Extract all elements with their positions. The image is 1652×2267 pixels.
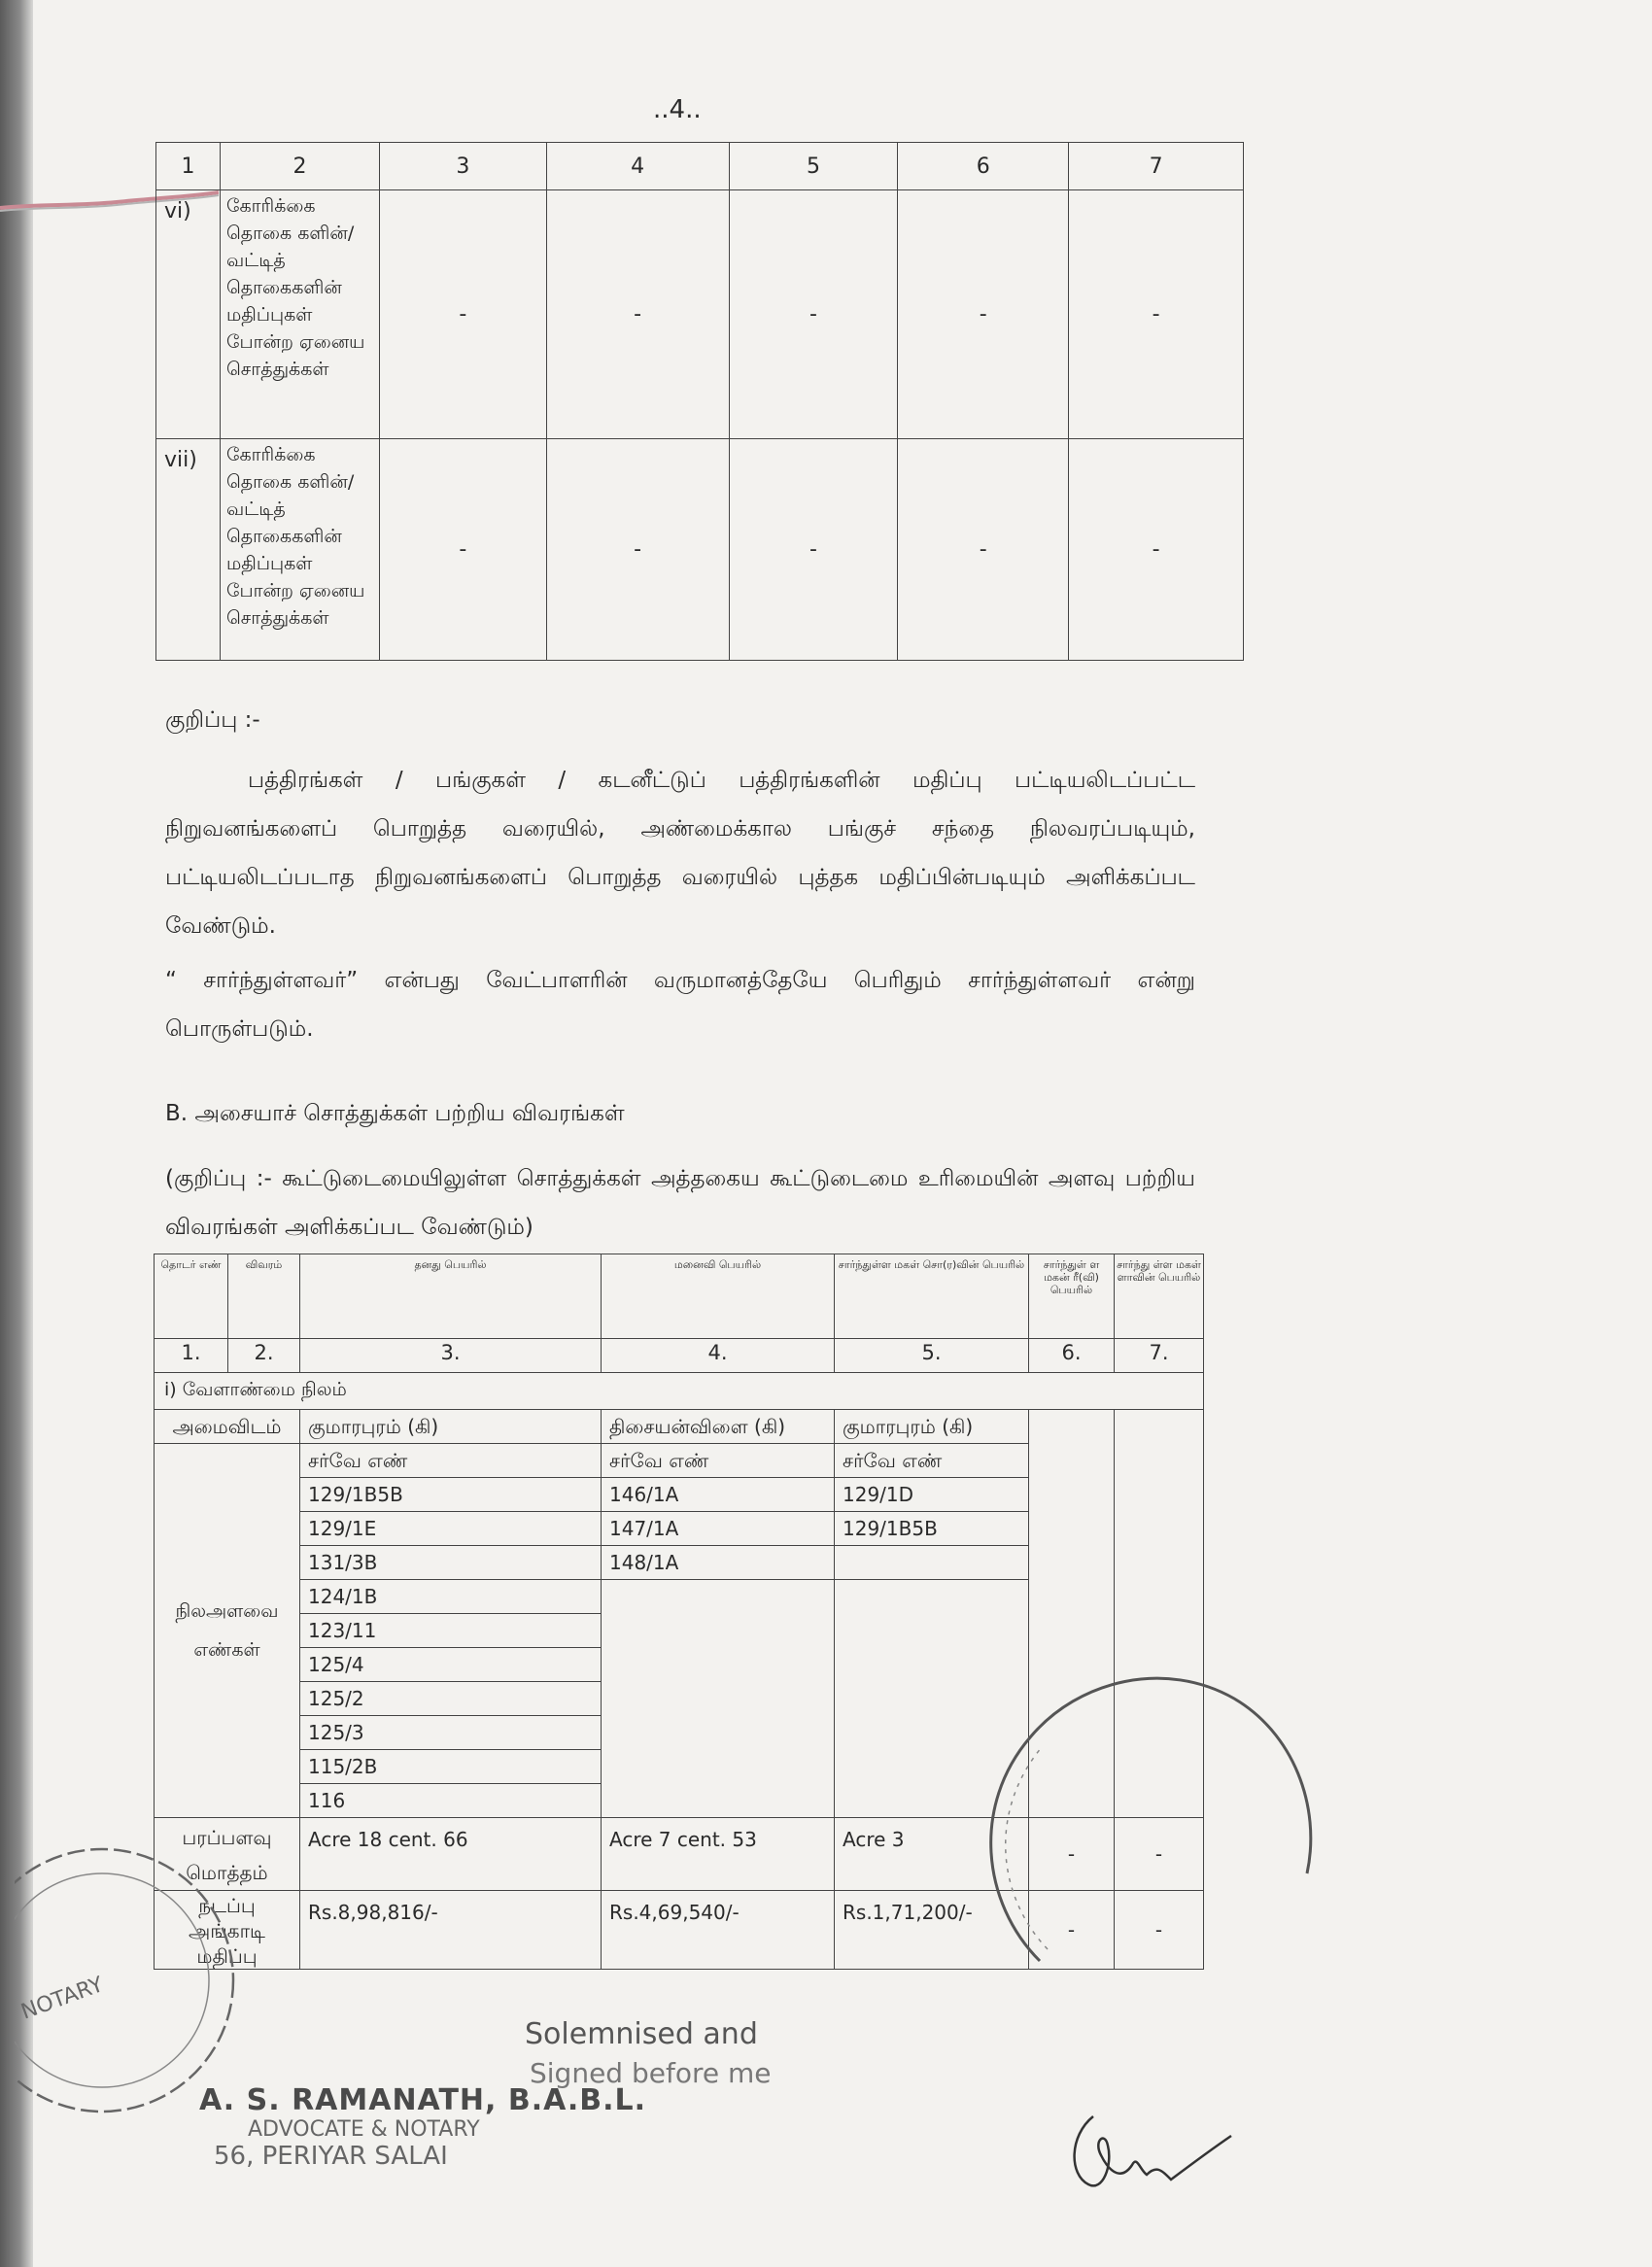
- column-number: 7.: [1115, 1339, 1204, 1373]
- note-paragraph-dependent: “ சார்ந்துள்ளவர்” என்பது வேட்பாளரின் வருமானத்தேயே பெரிதும் சார்ந்துள்ளவர் என்று பொருள்படும்.: [165, 968, 1195, 1042]
- location-self: குமாரபுரம் (கி): [300, 1410, 602, 1444]
- attestation-line-2: Signed before me: [530, 2057, 772, 2089]
- category-agricultural-land: i) வேளாண்மை நிலம்: [155, 1373, 1204, 1410]
- market-value-spouse: Rs.4,69,540/-: [602, 1891, 835, 1970]
- column-number-row: [155, 1339, 1204, 1373]
- empty-cell: [835, 1546, 1029, 1580]
- section-b-note: (குறிப்பு :- கூட்டுடைமையிலுள்ள சொத்துக்கள் அத்தகைய கூட்டுடைமை உரிமையின் அளவு பற்றிய விவரங்கள் அளிக்கப்பட வேண்டும்): [165, 1166, 1195, 1240]
- column-header: சார்ந்து ள்ள மகள் ளாவின் பெயரில்: [1115, 1254, 1204, 1339]
- location-spouse: திசையன்விளை (கி): [602, 1410, 835, 1444]
- survey-number: 125/4: [300, 1648, 602, 1682]
- column-header: தொடர் எண்: [155, 1254, 228, 1339]
- stamp-text: NOTARY: [17, 1973, 107, 2025]
- survey-label: சர்வே எண்: [602, 1444, 835, 1478]
- column-header: 3: [379, 143, 546, 190]
- column-number: 3.: [300, 1339, 602, 1373]
- category-row: [155, 1373, 1204, 1410]
- table-header-row: [155, 1254, 1204, 1339]
- survey-number: 124/1B: [300, 1580, 602, 1614]
- survey-number: 129/1B5B: [835, 1512, 1029, 1546]
- table-row: [156, 439, 1244, 661]
- table-cell: -: [898, 190, 1069, 439]
- column-header: மனைவி பெயரில்: [602, 1254, 835, 1339]
- survey-number: 123/11: [300, 1614, 602, 1648]
- note-heading: குறிப்பு :-: [165, 707, 260, 733]
- table-cell: -: [546, 190, 729, 439]
- survey-number: 116: [300, 1784, 602, 1818]
- area-spouse: Acre 7 cent. 53: [602, 1818, 835, 1891]
- page-number: ..4..: [653, 95, 702, 124]
- table-cell: -: [729, 439, 898, 661]
- column-header: 6: [898, 143, 1069, 190]
- dash-cell: -: [1115, 1818, 1204, 1891]
- round-seal-stamp: [972, 1640, 1322, 1990]
- table-cell: -: [898, 439, 1069, 661]
- column-header: 1: [156, 143, 221, 190]
- column-header: 7: [1069, 143, 1244, 190]
- table-cell: -: [546, 439, 729, 661]
- survey-number: 129/1E: [300, 1512, 602, 1546]
- survey-number: 129/1B5B: [300, 1478, 602, 1512]
- table-cell: -: [1069, 190, 1244, 439]
- row-index: vi): [156, 190, 221, 439]
- location-label: அமைவிடம்: [155, 1410, 300, 1444]
- note-paragraph-securities: பத்திரங்கள் / பங்குகள் / கடனீட்டுப் பத்திரங்களின் மதிப்பு பட்டியலிடப்பட்ட நிறுவனங்களைப் பொறுத்த வரையில், அண்மைக்கால பங்குச் சந்தை நிலவரப்படியும், பட்டியலிடப்படாத நிறுவனங்களைப் பொறுத்த வரையில் புத்தக மதிப்பின்படியும் அளிக்கப்பட வேண்டும்.: [165, 768, 1195, 939]
- row-description: கோரிக்கை தொகை களின்/வட்டித் தொகைகளின் மதிப்புகள் போன்ற ஏனைய சொத்துக்கள்: [220, 439, 379, 661]
- attestation-line-1: Solemnised and: [525, 2017, 758, 2051]
- notary-stamp: [199, 2083, 646, 2171]
- other-assets-table: [155, 142, 1244, 661]
- location-row: [155, 1410, 1204, 1444]
- empty-cell: [602, 1580, 835, 1818]
- area-self: Acre 18 cent. 66: [300, 1818, 602, 1891]
- survey-number: 147/1A: [602, 1512, 835, 1546]
- survey-numbers-label: நிலஅளவை எண்கள்: [155, 1444, 300, 1818]
- notary-seal-stamp: [15, 1835, 258, 2126]
- table-row: [156, 190, 1244, 439]
- survey-number: 125/2: [300, 1682, 602, 1716]
- column-header: தனது பெயரில்: [300, 1254, 602, 1339]
- dash-cell: -: [1115, 1891, 1204, 1970]
- dash-cell: -: [1029, 1818, 1115, 1891]
- column-number: 4.: [602, 1339, 835, 1373]
- signature: [1064, 2097, 1239, 2204]
- table-cell: -: [379, 439, 546, 661]
- attestation-text: [525, 2015, 772, 2089]
- notary-name: A. S. RAMANATH, B.A.B.L.: [199, 2083, 647, 2117]
- column-header: 2: [220, 143, 379, 190]
- column-number: 6.: [1029, 1339, 1115, 1373]
- survey-number: 129/1D: [835, 1478, 1029, 1512]
- market-value-label: நடப்பு அங்காடி மதிப்பு: [155, 1891, 300, 1970]
- survey-number: 148/1A: [602, 1546, 835, 1580]
- column-header: சார்ந்துள்ள மகள் சொ(ர)வின் பெயரில்: [835, 1254, 1029, 1339]
- column-header: விவரம்: [228, 1254, 300, 1339]
- notary-title: ADVOCATE & NOTARY: [248, 2117, 480, 2142]
- column-header: 4: [546, 143, 729, 190]
- survey-number: 115/2B: [300, 1750, 602, 1784]
- area-total-label: பரப்பளவு மொத்தம்: [155, 1818, 300, 1891]
- survey-label: சர்வே எண்: [835, 1444, 1029, 1478]
- survey-number: 131/3B: [300, 1546, 602, 1580]
- column-header: 5: [729, 143, 898, 190]
- survey-number: 146/1A: [602, 1478, 835, 1512]
- location-dependent: குமாரபுரம் (கி): [835, 1410, 1029, 1444]
- column-number: 2.: [228, 1339, 300, 1373]
- section-b-title: B. அசையாச் சொத்துக்கள் பற்றிய விவரங்கள்: [165, 1101, 625, 1126]
- market-value-self: Rs.8,98,816/-: [300, 1891, 602, 1970]
- table-cell: -: [379, 190, 546, 439]
- dash-cell: -: [1029, 1891, 1115, 1970]
- survey-number: 125/3: [300, 1716, 602, 1750]
- table-header-row: [156, 143, 1244, 190]
- area-dependent: Acre 3: [835, 1818, 1029, 1891]
- column-number: 5.: [835, 1339, 1029, 1373]
- survey-label: சர்வே எண்: [300, 1444, 602, 1478]
- row-description: கோரிக்கை தொகை களின்/வட்டித் தொகைகளின் மதிப்புகள் போன்ற ஏனைய சொத்துக்கள்: [220, 190, 379, 439]
- column-number: 1.: [155, 1339, 228, 1373]
- table-cell: -: [1069, 439, 1244, 661]
- notary-address: 56, PERIYAR SALAI: [214, 2142, 448, 2171]
- table-cell: -: [729, 190, 898, 439]
- market-value-dependent: Rs.1,71,200/-: [835, 1891, 1029, 1970]
- row-index: vii): [156, 439, 221, 661]
- column-header: சார்ந்துள் ள மகன் ரீ(வி) பெயரில்: [1029, 1254, 1115, 1339]
